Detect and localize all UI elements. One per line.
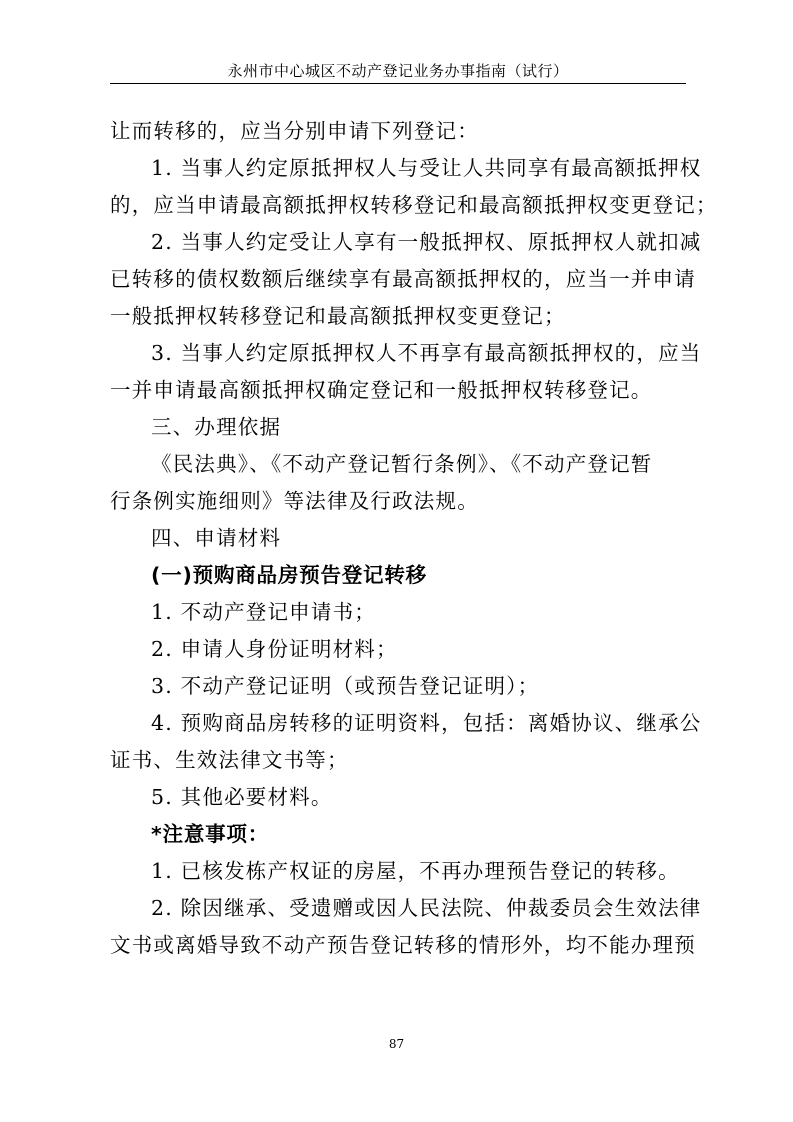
text-line: 1. 不动产登记申请书； bbox=[151, 600, 376, 624]
text-line: 2. 当事人约定受让人享有一般抵押权、原抵押权人就扣减 bbox=[151, 230, 702, 254]
text-line: 《民法典》、《不动产登记暂行条例》、《不动产登记暂 bbox=[151, 452, 653, 476]
text-line: 证书、生效法律文书等； bbox=[110, 748, 349, 772]
text-line: 文书或离婚导致不动产预告登记转移的情形外，均不能办理预 bbox=[110, 933, 696, 957]
text-line: 3. 不动产登记证明（或预告登记证明）； bbox=[151, 674, 540, 698]
text-line: 一并申请最高额抵押权确定登记和一般抵押权转移登记。 bbox=[110, 378, 653, 402]
document-body bbox=[110, 113, 718, 964]
running-header: 永州市中心城区不动产登记业务办事指南（试行） bbox=[227, 62, 569, 80]
header-divider bbox=[110, 83, 686, 84]
text-line: 一般抵押权转移登记和最高额抵押权变更登记； bbox=[110, 304, 566, 328]
text-line: 已转移的债权数额后继续享有最高额抵押权的，应当一并申请 bbox=[110, 267, 696, 291]
text-line: 1. 已核发栋产权证的房屋，不再办理预告登记的转移。 bbox=[151, 859, 680, 883]
text-line: 2. 申请人身份证明材料； bbox=[151, 637, 398, 661]
text-line: 4. 预购商品房转移的证明资料，包括：离婚协议、继承公 bbox=[151, 711, 702, 735]
text-line: 行条例实施细则》等法律及行政法规。 bbox=[110, 489, 479, 513]
text-line: 三、办理依据 bbox=[151, 415, 282, 439]
text-line: 四、申请材料 bbox=[151, 526, 282, 550]
text-line: 让而转移的，应当分别申请下列登记： bbox=[110, 119, 479, 143]
text-line: 1. 当事人约定原抵押权人与受让人共同享有最高额抵押权 bbox=[151, 156, 702, 180]
text-line: 3. 当事人约定原抵押权人不再享有最高额抵押权的，应当 bbox=[151, 341, 702, 365]
section-heading-line: *注意事项： bbox=[151, 822, 270, 846]
section-heading-line: (一)预购商品房预告登记转移 bbox=[151, 563, 427, 587]
page-number: 87 bbox=[388, 1037, 405, 1051]
text-line: 2. 除因继承、受遗赠或因人民法院、仲裁委员会生效法律 bbox=[151, 896, 702, 920]
text-line: 的，应当申请最高额抵押权转移登记和最高额抵押权变更登记； bbox=[110, 193, 718, 217]
text-line: 5. 其他必要材料。 bbox=[151, 785, 333, 809]
